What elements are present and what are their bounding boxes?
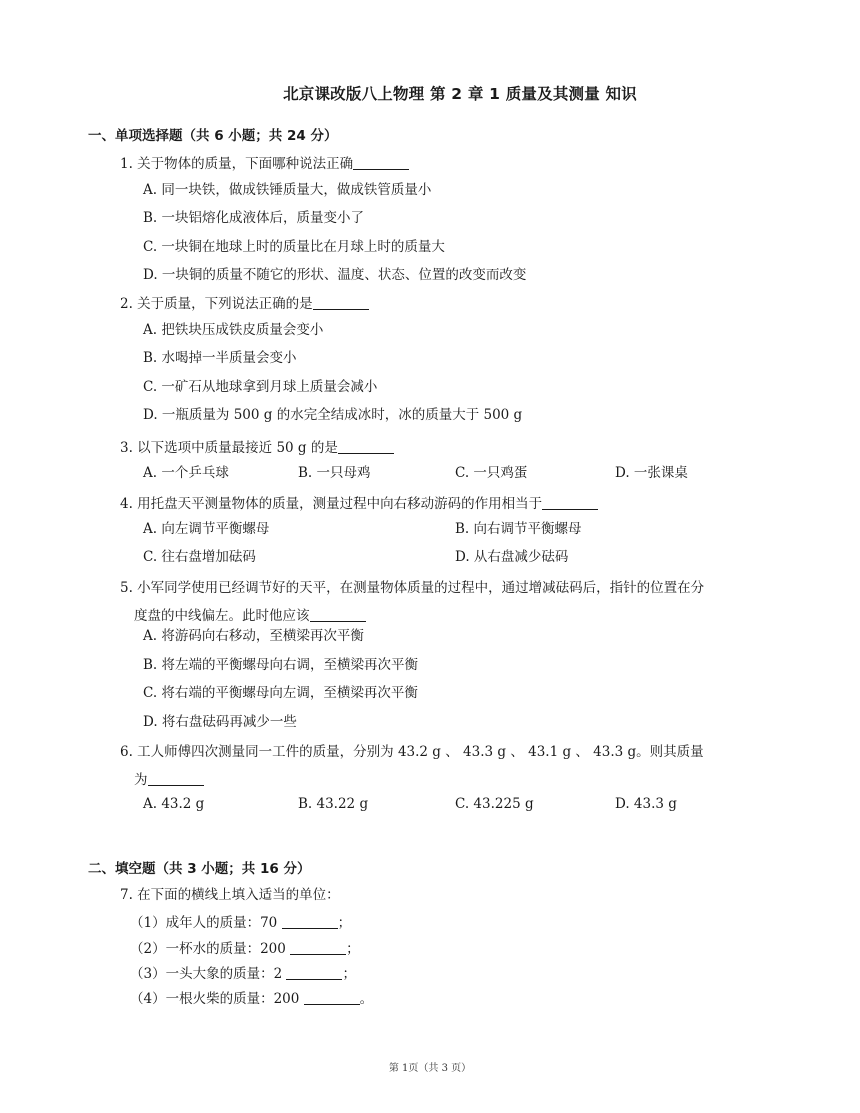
option-a: A. 同一块铁，做成铁锤质量大，做成铁管质量小 [143,182,432,198]
option-d: D. 一瓶质量为 500 g 的水完全结成冰时，冰的质量大于 500 g [143,407,523,423]
answer-blank[interactable] [282,914,338,929]
option-b: B. 一只母鸡 [298,465,371,481]
answer-blank[interactable] [353,155,409,170]
question-stem-continued: 为 [134,772,148,788]
fill-item-2: （2）一杯水的质量：200 ； [130,941,360,957]
fill-item-4: （4）一根火柴的质量：200 。 [130,991,374,1007]
option-a: A. 把铁块压成铁皮质量会变小 [143,322,324,338]
question-stem: 4. 用托盘天平测量物体的质量，测量过程中向右移动游码的作用相当于 [120,496,543,512]
answer-blank[interactable] [304,990,360,1005]
question-7 [120,881,770,909]
question-stem: 2. 关于质量，下列说法正确的是 [120,296,313,312]
answer-blank[interactable] [286,965,342,980]
question-6 [120,738,770,794]
question-stem: 3. 以下选项中质量最接近 50 g 的是 [120,440,338,456]
answer-blank[interactable] [310,607,366,622]
option-d: D. 将右盘砝码再减少一些 [143,714,297,730]
option-c: C. 往右盘增加砝码 [143,549,256,565]
option-b: B. 向右调节平衡螺母 [455,521,582,537]
answer-blank[interactable] [338,439,394,454]
option-d: D. 一块铜的质量不随它的形状、温度、状态、位置的改变而改变 [143,267,527,283]
option-b: B. 一块铝熔化成液体后，质量变小了 [143,210,365,226]
question-stem: 1. 关于物体的质量，下面哪种说法正确 [120,156,354,172]
fill-item-1: （1）成年人的质量：70 ； [130,915,352,931]
answer-blank[interactable] [542,495,598,510]
option-a: A. 一个乒乓球 [143,465,229,481]
option-c: C. 一只鸡蛋 [455,465,528,481]
question-5 [120,574,770,630]
question-stem: 5. 小军同学使用已经调节好的天平，在测量物体质量的过程中，通过增减砝码后，指针的位置在分 [120,580,705,596]
option-b: B. 43.22 g [298,796,369,812]
question-1 [120,150,770,178]
answer-blank[interactable] [290,940,346,955]
fill-item-3: （3）一头大象的质量：2 ； [130,966,356,982]
option-d: D. 从右盘减少砝码 [455,549,569,565]
option-c: C. 将右端的平衡螺母向左调，至横梁再次平衡 [143,685,418,701]
section-heading-choice: 一、单项选择题（共 6 小题；共 24 分） [88,128,338,144]
option-d: D. 一张课桌 [615,465,688,481]
document-title: 北京课改版八上物理 第 2 章 1 质量及其测量 知识 [283,85,637,103]
answer-blank[interactable] [313,295,369,310]
option-d: D. 43.3 g [615,796,677,812]
question-4 [120,490,770,518]
option-a: A. 向左调节平衡螺母 [143,521,270,537]
option-c: C. 一块铜在地球上时的质量比在月球上时的质量大 [143,239,445,255]
question-stem: 7. 在下面的横线上填入适当的单位： [120,887,340,903]
option-a: A. 43.2 g [143,796,205,812]
option-b: B. 将左端的平衡螺母向右调，至横梁再次平衡 [143,657,419,673]
answer-blank[interactable] [148,771,204,786]
option-b: B. 水喝掉一半质量会变小 [143,350,297,366]
page-footer: 第 1页（共 3 页） [388,1063,472,1074]
question-stem-continued: 度盘的中线偏左。此时他应该 [134,608,310,624]
option-a: A. 将游码向右移动，至横梁再次平衡 [143,628,364,644]
question-3 [120,434,770,462]
question-stem: 6. 工人师傅四次测量同一工件的质量，分别为 43.2 g 、 43.3 g 、 43.1 g 、 43.3 g。则其质量 [120,744,704,760]
option-c: C. 一矿石从地球拿到月球上质量会减小 [143,379,378,395]
question-2 [120,290,770,318]
option-c: C. 43.225 g [455,796,534,812]
section-heading-fill: 二、填空题（共 3 小题；共 16 分） [88,861,311,877]
